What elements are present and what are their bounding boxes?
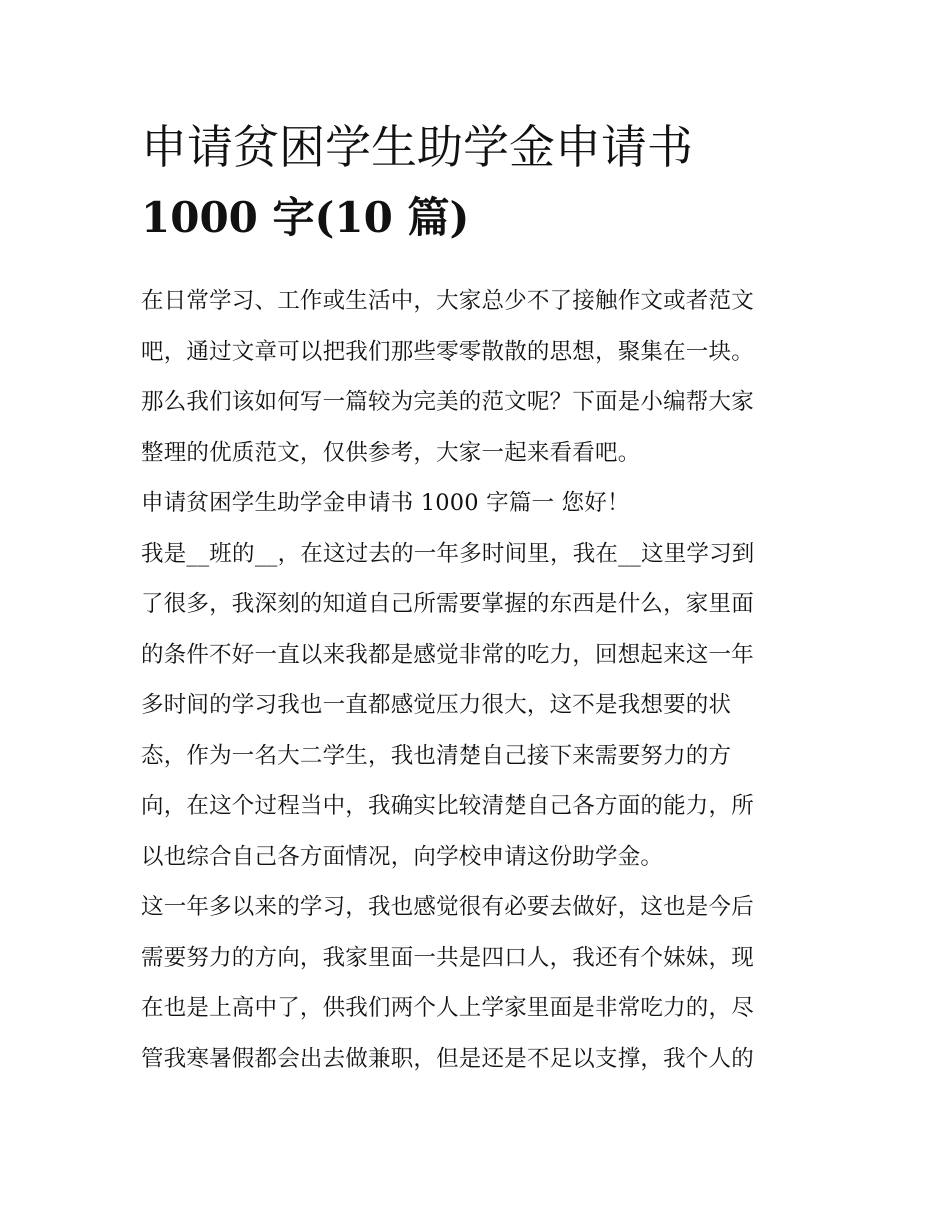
section-heading-line: 申请贫困学生助学金申请书 1000 字篇一 您好！ (141, 490, 630, 516)
text-line: 以也综合自己各方面情况，向学校申请这份助学金。 (141, 843, 664, 870)
title-line-2: 1000 字(10 篇) (141, 193, 470, 242)
text-line: 整理的优质范文，仅供参考，大家一起来看看吧。 (141, 439, 641, 466)
text-line: 在日常学习、工作或生活中，大家总少不了接触作文或者范文 (141, 288, 754, 314)
text-line: 吧，通过文章可以把我们那些零零散散的思想，聚集在一块。 (141, 338, 754, 365)
title-line-1: 申请贫困学生助学金申请书 (141, 120, 693, 174)
text-line: 那么我们该如何写一篇较为完美的范文呢？下面是小编帮大家 (141, 389, 754, 415)
text-line: 多时间的学习我也一直都感觉压力很大，这不是我想要的状 (141, 692, 732, 718)
text-line: 了很多，我深刻的知道自己所需要掌握的东西是什么，家里面 (141, 591, 754, 617)
text-line: 需要努力的方向，我家里面一共是四口人，我还有个妹妹，现 (141, 944, 754, 971)
text-line: 向，在这个过程当中，我确实比较清楚自己各方面的能力，所 (141, 793, 754, 819)
document-title (141, 116, 831, 246)
text-line: 我是__班的__，在这过去的一年多时间里，我在__这里学习到 (141, 540, 755, 567)
document-body (141, 276, 831, 1084)
text-line: 态，作为一名大二学生，我也清楚自己接下来需要努力的方 (141, 742, 732, 769)
text-line: 管我寒暑假都会出去做兼职，但是还是不足以支撑，我个人的 (141, 1045, 754, 1072)
text-line: 这一年多以来的学习，我也感觉很有必要去做好，这也是今后 (141, 894, 754, 920)
text-line: 的条件不好一直以来我都是感觉非常的吃力，回想起来这一年 (141, 641, 754, 668)
text-line: 在也是上高中了，供我们两个人上学家里面是非常吃力的，尽 (141, 995, 754, 1021)
